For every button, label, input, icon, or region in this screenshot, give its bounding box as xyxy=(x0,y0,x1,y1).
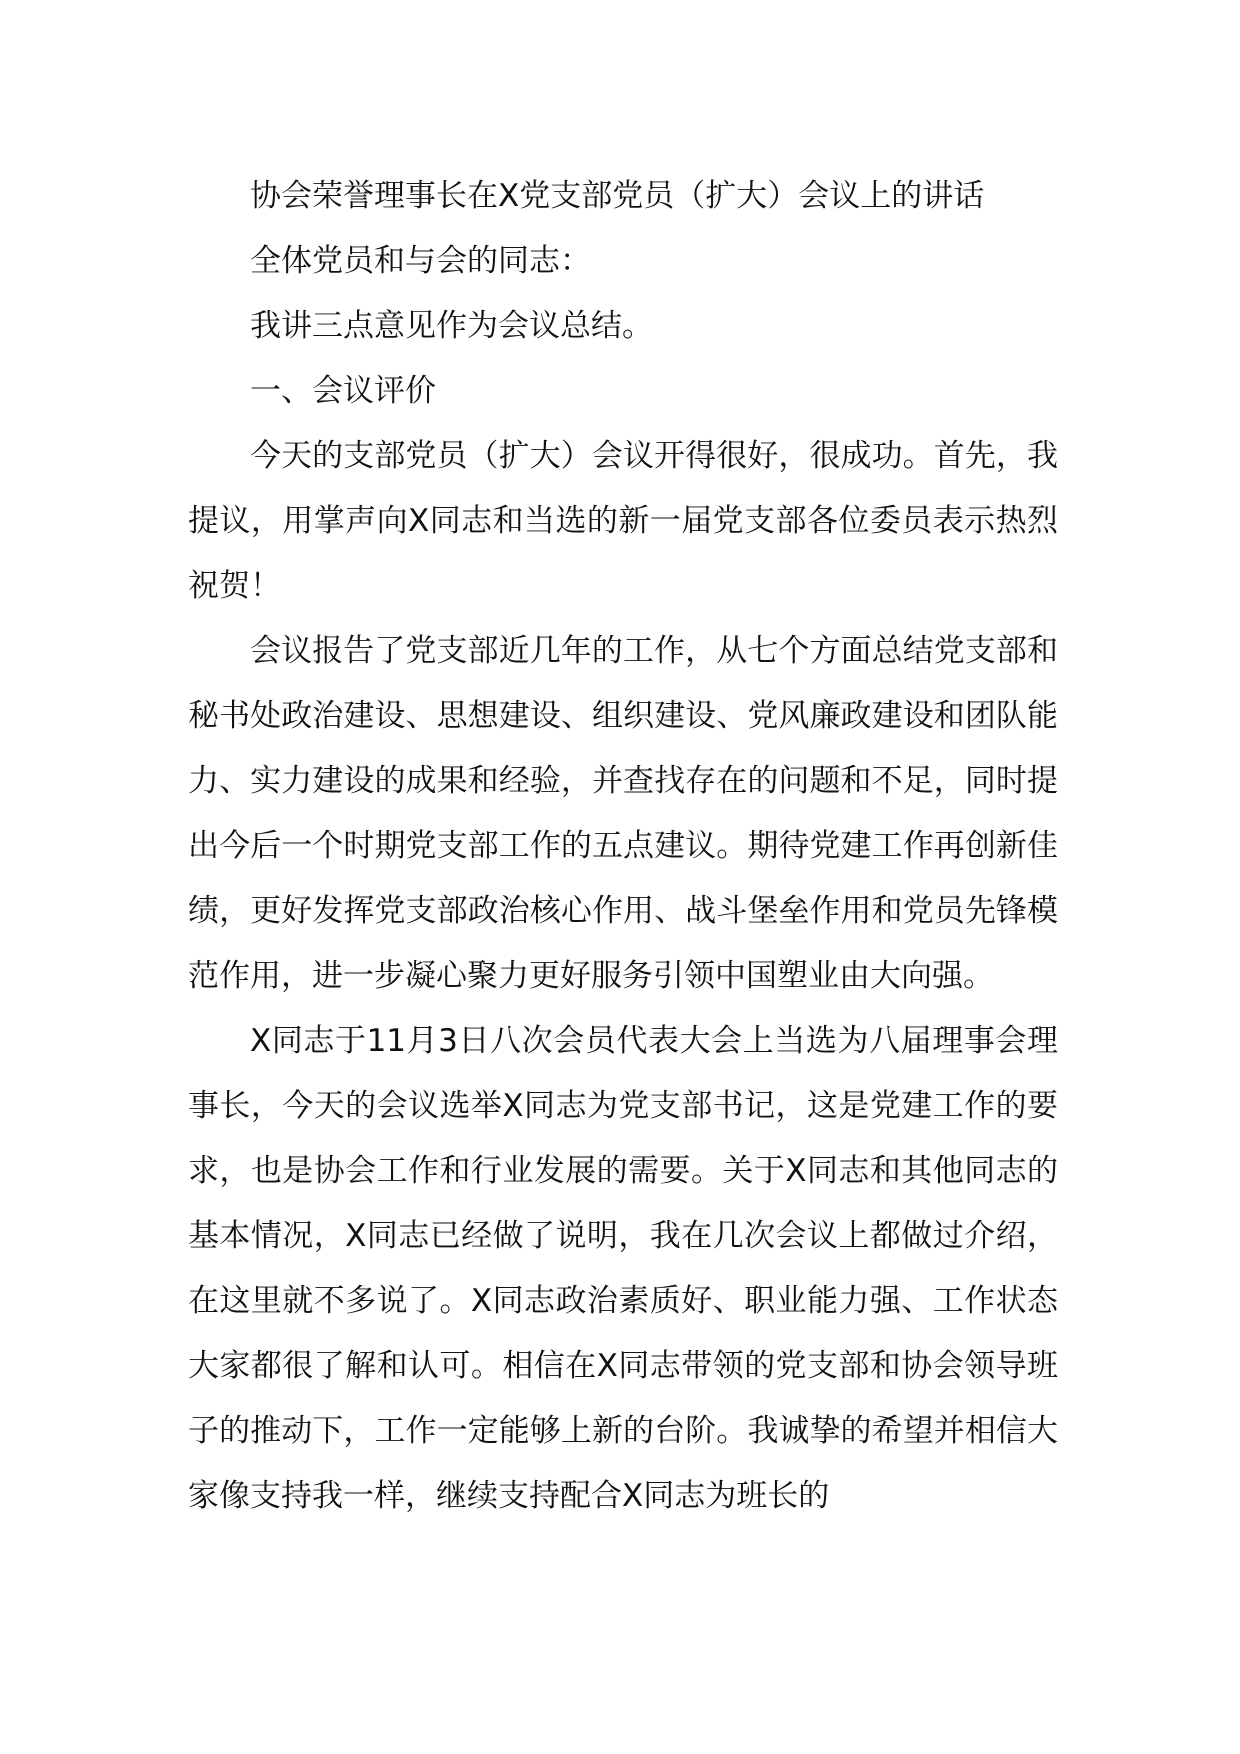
body-paragraph: X同志于11月3日八次会员代表大会上当选为八届理事会理事长，今天的会议选举X同志为党支部书记，这是党建工作的要求，也是协会工作和行业发展的需要。关于X同志和其他同志的基本情况，X同志已经做了说明，我在几次会议上都做过介绍，在这里就不多说了。X同志政治素质好、职业能力强、工作状态大家都很了解和认可。相信在X同志带领的党支部和协会领导班子的推动下，工作一定能够上新的台阶。我诚挚的希望并相信大家像支持我一样，继续支持配合X同志为班长的 xyxy=(188,1023,1058,1514)
document-title: 协会荣誉理事长在X党支部党员（扩大）会议上的讲话 xyxy=(250,178,985,214)
salutation: 全体党员和与会的同志： xyxy=(250,243,591,279)
body-paragraph: 今天的支部党员（扩大）会议开得很好，很成功。首先，我提议，用掌声向X同志和当选的新一届党支部各位委员表示热烈祝贺！ xyxy=(188,438,1058,604)
body-paragraph: 会议报告了党支部近几年的工作，从七个方面总结党支部和秘书处政治建设、思想建设、组织建设、党风廉政建设和团队能力、实力建设的成果和经验，并查找存在的问题和不足，同时提出今后一个时期党支部工作的五点建议。期待党建工作再创新佳绩，更好发挥党支部政治核心作用、战斗堡垒作用和党员先锋模范作用，进一步凝心聚力更好服务引领中国塑业由大向强。 xyxy=(188,633,1058,994)
section-heading: 一、会议评价 xyxy=(250,373,436,409)
intro-paragraph: 我讲三点意见作为会议总结。 xyxy=(250,308,653,344)
document-body xyxy=(188,164,1058,1529)
